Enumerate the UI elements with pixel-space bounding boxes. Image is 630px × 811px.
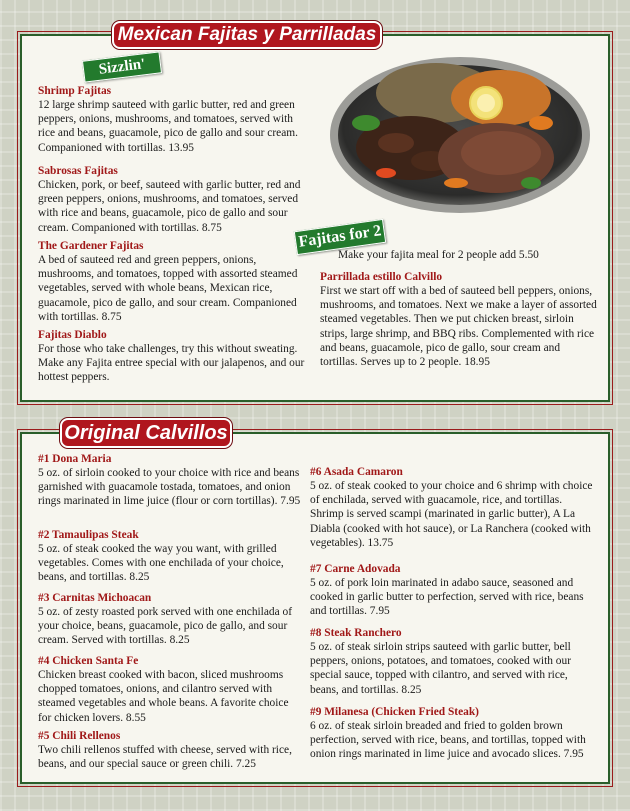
fajita-platter-image [326, 43, 594, 217]
menu-item-title: #1 Dona Maria [38, 453, 112, 465]
menu-item-description: A bed of sauteed red and green peppers, onions, mushrooms, and tomatoes, topped with assorted steamed vegetables, served with whole beans, Mexican rice, guacamole, pico de gallo, and sour cream. Companioned with tortillas. 8.75 [38, 254, 298, 323]
menu-item-title: #6 Asada Camaron [310, 466, 403, 478]
menu-item-title: The Gardener Fajitas [38, 240, 144, 252]
menu-item-description: Chicken breast cooked with bacon, sliced mushrooms chopped tomatoes, onions, and cilantro served with steamed vegetables and whole beans. A favorite choice for chicken lovers. 8.55 [38, 669, 289, 724]
menu-item-chicken-santa-fe [38, 654, 302, 725]
menu-item-milanesa [310, 705, 598, 762]
menu-item-title: #8 Steak Ranchero [310, 627, 402, 639]
menu-item-title: Sabrosas Fajitas [38, 165, 118, 177]
menu-item-title: #3 Carnitas Michoacan [38, 592, 152, 604]
menu-item-parrillada [320, 270, 598, 369]
menu-item-title: Shrimp Fajitas [38, 85, 112, 97]
fajitas-section-title: Mexican Fajitas y Parrilladas [112, 21, 382, 49]
menu-item-title: Fajitas Diablo [38, 329, 107, 341]
menu-item-dona-maria [38, 452, 302, 509]
menu-item-carnitas-michoacan [38, 591, 302, 648]
fajitas-for-2-tag: Fajitas for 2 [294, 219, 386, 255]
menu-item-gardener-fajitas [38, 239, 308, 324]
menu-item-fajitas-diablo [38, 328, 308, 385]
menu-item-sabrosas-fajitas [38, 164, 308, 235]
menu-item-description: 5 oz. of sirloin cooked to your choice with rice and beans garnished with guacamole tostada, tomatoes, and onion rings marinated in lime juice (flour or corn tortillas). 7.95 [38, 467, 301, 508]
menu-item-description: 6 oz. of steak sirloin breaded and fried to golden brown perfection, served with rice, beans, and tortillas, topped with onion rings marinated in lime juice and avocado slices. 7.95 [310, 720, 586, 761]
menu-item-carne-adovada [310, 562, 598, 619]
menu-item-description: 5 oz. of steak sirloin strips sauteed with garlic butter, bell peppers, onions, potatoes, and tomatoes, cooked with our special sauce, topped with cilantro, and served with rice, beans, and tortillas. 8.25 [310, 641, 571, 696]
menu-item-description: 5 oz. of zesty roasted pork served with one enchilada of your choice, beans, guacamole, pico de gallo, and sour cream. Served with tortillas. 8.25 [38, 606, 292, 647]
menu-item-asada-camaron [310, 465, 598, 550]
menu-item-title: #9 Milanesa (Chicken Fried Steak) [310, 706, 479, 718]
menu-item-description: 5 oz. of steak cooked to your choice and 6 shrimp with choice of enchilada, served with guacamole, rice, and tortillas. Shrimp is served scampi (marinated in garlic butter), A La Diabla (cooked with hot sauce), or La Ranchera (cooked with vegetables). 13.75 [310, 480, 593, 549]
menu-item-description: Two chili rellenos stuffed with cheese, served with rice, beans, and our special sauce or green chili. 7.25 [38, 744, 292, 771]
menu-item-title: #4 Chicken Santa Fe [38, 655, 139, 667]
menu-item-description: First we start off with a bed of sauteed bell peppers, onions, mushrooms, and tomatoes. Next we make a layer of assorted steamed vegetables. Then we put chicken breast, sirloin strips, large shrimp, and BBQ ribs. Complemented with rice and beans, guacamole, pico de gallo, sour cream and tortillas. Serves up to 2 people. 18.95 [320, 285, 597, 369]
menu-item-description: 12 large shrimp sauteed with garlic butter, red and green peppers, onions, mushrooms, and tomatoes, served with rice and beans, guacamole, pico de gallo and sour cream. Companioned with tortillas. 13.95 [38, 99, 298, 154]
calvillos-section-title: Original Calvillos [60, 418, 232, 448]
menu-item-title: #5 Chili Rellenos [38, 730, 121, 742]
menu-item-description: Chicken, pork, or beef, sauteed with garlic butter, red and green peppers, onions, mushrooms, and tomatoes, served with rice and beans, guacamole, pico de gallo and sour cream. Companioned with tortillas. 8.75 [38, 179, 301, 234]
menu-item-description: 5 oz. of pork loin marinated in adabo sauce, seasoned and cooked in garlic butter to perfection, served with rice, beans and tortillas. 7.95 [310, 577, 584, 618]
menu-item-title: #7 Carne Adovada [310, 563, 401, 575]
menu-item-description: 5 oz. of steak cooked the way you want, with grilled vegetables. Comes with one enchilada of your choice, beans, and tortillas. 8.25 [38, 543, 284, 584]
fajitas-for-2-note: Make your fajita meal for 2 people add 5.50 [338, 249, 539, 261]
menu-item-tamaulipas-steak [38, 528, 302, 585]
menu-item-shrimp-fajitas [38, 84, 308, 155]
menu-item-chili-rellenos [38, 729, 302, 771]
menu-item-title: #2 Tamaulipas Steak [38, 529, 139, 541]
menu-item-steak-ranchero [310, 626, 598, 697]
menu-item-title: Parrillada estillo Calvillo [320, 271, 443, 283]
menu-item-description: For those who take challenges, try this without sweating. Make any Fajita entree special with our jalapenos, and our hottest peppers. [38, 343, 305, 384]
sizzlin-tag: Sizzlin' [82, 51, 162, 82]
